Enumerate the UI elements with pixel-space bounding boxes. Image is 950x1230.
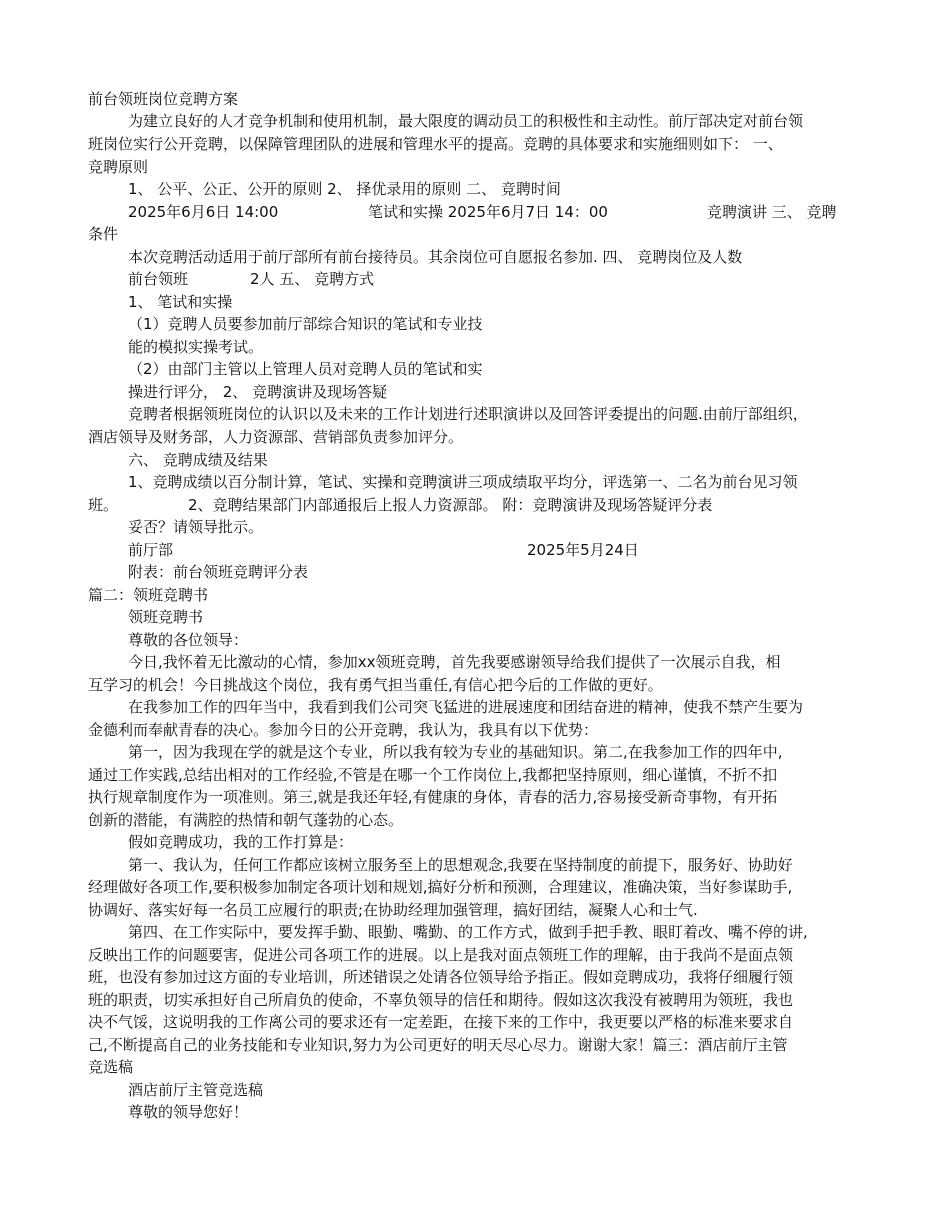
paragraph-line: 执行规章制度作为一项准则。第三,就是我还年轻,有健康的身体，青春的活力,容易接受新奇事物，有开拓 [88, 788, 778, 806]
paragraph-line: 妥否？请领导批示。 [128, 518, 264, 536]
paragraph-line: （2）由部门主管以上管理人员对竞聘人员的笔试和实 [128, 360, 483, 378]
signature-date: 2025年5月24日 [527, 541, 639, 559]
paragraph-line: 第一、我认为，任何工作都应该树立服务至上的思想观念,我要在坚持制度的前提下，服务好、协助好 [128, 856, 793, 874]
paragraph-line: 1、 公平、公正、公开的原则 2、 择优录用的原则 二、 竞聘时间 [128, 180, 561, 198]
section-title: 领班竞聘书 [128, 608, 204, 626]
position-name: 前台领班 [128, 270, 189, 288]
paragraph-line: 附表：前台领班竞聘评分表 [128, 563, 309, 581]
paragraph-line: 2、竞聘结果部门内部通报后上报人力资源部。 附：竞聘演讲及现场答疑评分表 [188, 496, 713, 514]
signature-dept: 前厅部 [128, 541, 174, 559]
paragraph-line: 今日,我怀着无比激动的心情，参加xx领班竞聘，首先我要感谢领导给我们提供了一次展示自我，相 [128, 653, 781, 671]
schedule-speech: 竞聘演讲 三、 竞聘 [707, 203, 837, 221]
paragraph-line: 经理做好各项工作,要积极参加制定各项计划和规划,搞好分析和预测，合理建议，准确决策，当好参谋助手, [88, 878, 793, 896]
paragraph-line: 在我参加工作的四年当中，我看到我们公司突飞猛进的进展速度和团结奋进的精神，使我不禁产生要为 [128, 698, 804, 716]
paragraph-line: 1、 笔试和实操 [128, 293, 233, 311]
paragraph-line: 竞聘者根据领班岗位的认识以及未来的工作计划进行述职演讲以及回答评委提出的问题.由前厅部组织， [128, 405, 808, 423]
paragraph-line: 假如竞聘成功，我的工作打算是： [128, 833, 354, 851]
paragraph-line: （1）竞聘人员要参加前厅部综合知识的笔试和专业技 [128, 315, 483, 333]
paragraph-line: 酒店领导及财务部，人力资源部、营销部负责参加评分。 [88, 428, 464, 446]
section-heading: 篇二：领班竞聘书 [88, 586, 209, 604]
paragraph-line: 通过工作实践,总结出相对的工作经验,不管是在哪一个工作岗位上,我都把坚持原则，细心谨慎，不折不扣 [88, 766, 778, 784]
paragraph-line: 班的职责，切实承担好自己所肩负的使命，不辜负领导的信任和期待。假如这次我没有被聘用为领班，我也 [88, 991, 794, 1009]
paragraph-line: 竞聘原则 [88, 158, 149, 176]
paragraph-line: 操进行评分， 2、 竞聘演讲及现场答疑 [128, 383, 388, 401]
paragraph-line: 班岗位实行公开竞聘，以保障管理团队的进展和管理水平的提高。竞聘的具体要求和实施细则如下： 一、 [88, 135, 783, 153]
salutation: 尊敬的领导您好！ [128, 1103, 249, 1121]
paragraph-line: 第一，因为我现在学的就是这个专业，所以我有较为专业的基础知识。第二,在我参加工作的四年中, [128, 743, 783, 761]
paragraph-line: 第四、在工作实际中，要发挥手勤、眼勤、嘴勤、的工作方式，做到手把手教、眼盯着改、嘴不停的讲, [128, 923, 808, 941]
doc-title: 前台领班岗位竞聘方案 [88, 90, 239, 108]
paragraph-line: 班。 [88, 496, 119, 514]
paragraph-line: 1、竞聘成绩以百分制计算，笔试、实操和竞聘演讲三项成绩取平均分，评选第一、二名为前台见习领 [128, 473, 798, 491]
paragraph-line: 条件 [88, 225, 119, 243]
paragraph-line: 能的模拟实操考试。 [128, 338, 264, 356]
paragraph-line: 竞选稿 [88, 1058, 134, 1076]
paragraph-line: 创新的潜能，有满腔的热情和朝气蓬勃的心态。 [88, 811, 404, 829]
paragraph-line: 己,不断提高自己的业务技能和专业知识,努力为公司更好的明天尽心尽力。谢谢大家！篇三：酒店前厅主管 [88, 1036, 788, 1054]
schedule-date-1: 2025年6月6日 14:00 [128, 203, 279, 221]
paragraph-line: 互学习的机会！今日挑战这个岗位，我有勇气担当重任,有信心把今后的工作做的更好。 [88, 676, 663, 694]
section-heading: 六、 竞聘成绩及结果 [128, 451, 268, 469]
schedule-date-2: 笔试和实操 2025年6月7日 14：00 [368, 203, 608, 221]
paragraph-line: 本次竞聘活动适用于前厅部所有前台接待员。其余岗位可自愿报名参加. 四、 竞聘岗位及人数 [128, 248, 743, 266]
paragraph-line: 为建立良好的人才竞争机制和使用机制，最大限度的调动员工的积极性和主动性。前厅部决定对前台领 [128, 112, 804, 130]
paragraph-line: 协调好、落实好每一名员工应履行的职责;在协助经理加强管理，搞好团结，凝聚人心和士气. [88, 901, 698, 919]
paragraph-line: 反映出工作的问题要害，促进公司各项工作的进展。以上是我对面点领班工作的理解，由于我尚不是面点领 [88, 946, 794, 964]
paragraph-line: 金德利而奉献青春的决心。参加今日的公开竞聘，我认为，我具有以下优势： [88, 721, 599, 739]
section-title: 酒店前厅主管竞选稿 [128, 1081, 264, 1099]
salutation: 尊敬的各位领导： [128, 631, 249, 649]
paragraph-line: 决不气馁，这说明我的工作离公司的要求还有一定差距，在接下来的工作中，我更要以严格的标准来要求自 [88, 1013, 794, 1031]
position-count: 2人 五、 竞聘方式 [250, 270, 375, 288]
paragraph-line: 班，也没有参加过这方面的专业培训，所述错误之处请各位领导给予指正。假如竞聘成功，我将仔细履行领 [88, 968, 794, 986]
